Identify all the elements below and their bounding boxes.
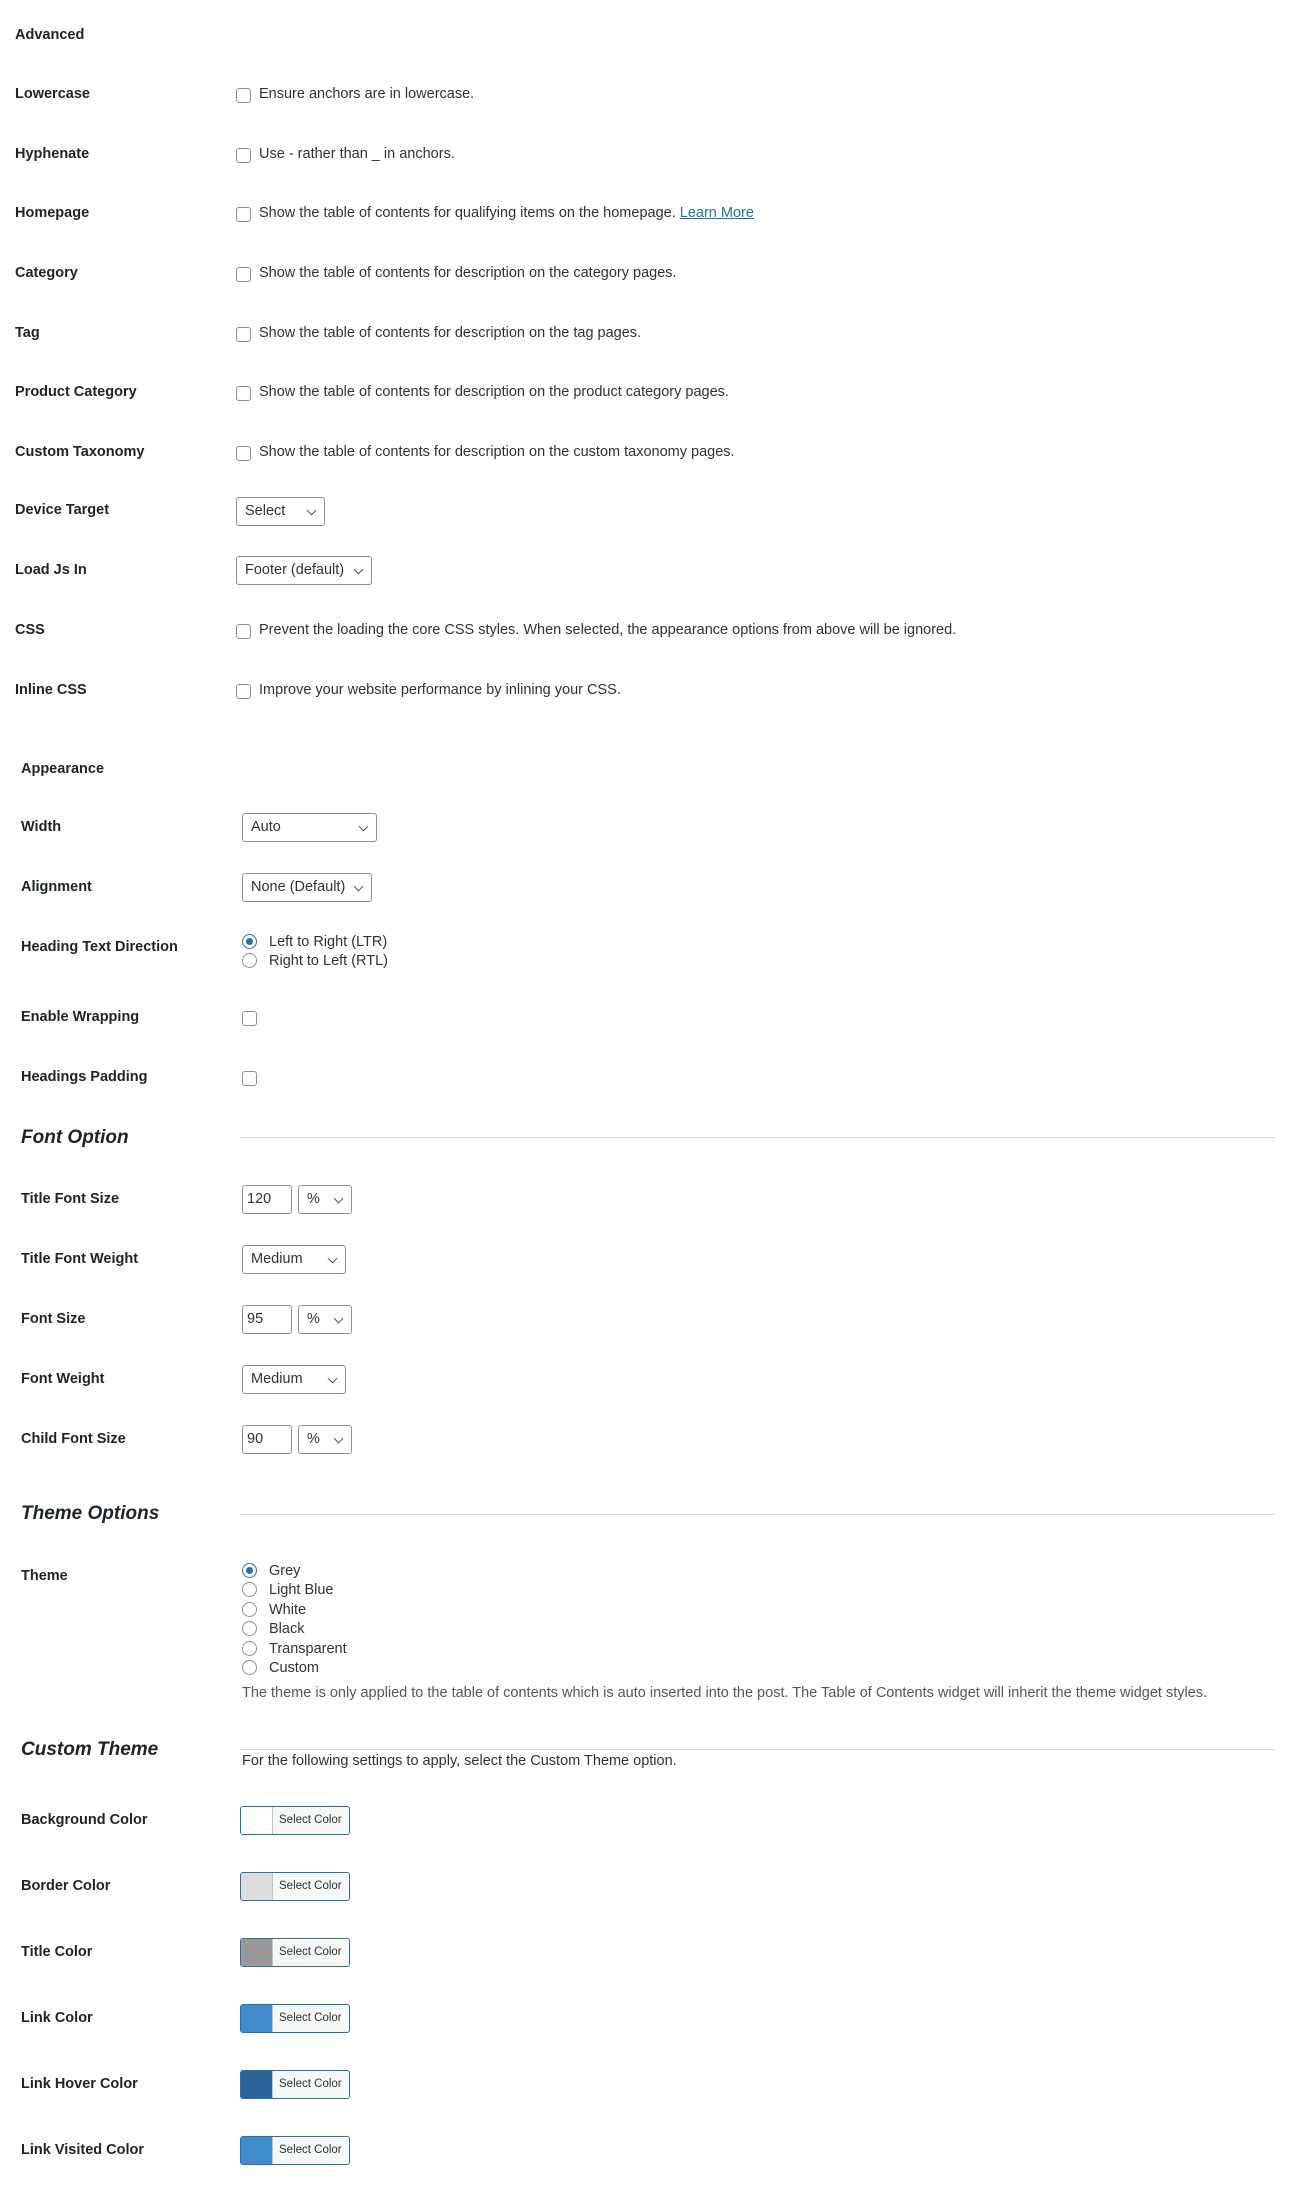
alignment-label: Alignment [21, 879, 92, 895]
category-checkbox[interactable] [236, 267, 251, 282]
theme-black-radio[interactable] [242, 1621, 257, 1636]
direction-rtl-label: Right to Left (RTL) [269, 953, 389, 969]
device-target-value: Select [245, 503, 286, 519]
width-label: Width [21, 819, 62, 835]
enable-wrapping-label: Enable Wrapping [21, 1009, 140, 1025]
direction-ltr-radio[interactable] [242, 934, 257, 949]
child-font-size-unit-select[interactable] [298, 1425, 352, 1454]
device-target-label: Device Target [15, 502, 110, 518]
theme-grey-radio[interactable] [242, 1563, 257, 1578]
select-color-label: Select Color [279, 1880, 342, 1892]
background-color-button[interactable] [240, 1806, 350, 1835]
width-select[interactable] [242, 813, 377, 842]
font-option-divider [240, 1137, 1275, 1138]
chevron-down-icon [334, 1194, 344, 1204]
inline-css-label: Inline CSS [15, 682, 87, 698]
chevron-down-icon [334, 1434, 344, 1444]
title-font-size-unit-select[interactable] [298, 1185, 352, 1214]
link-color-button[interactable] [240, 2004, 350, 2033]
lowercase-checkbox[interactable] [236, 88, 251, 103]
device-target-select[interactable] [236, 497, 325, 526]
theme-custom-radio[interactable] [242, 1660, 257, 1675]
tag-description: Show the table of contents for description on the tag pages. [259, 325, 642, 341]
direction-rtl-radio[interactable] [242, 953, 257, 968]
title-font-size-label: Title Font Size [21, 1191, 120, 1207]
chevron-down-icon [328, 1254, 338, 1264]
alignment-select[interactable] [242, 873, 372, 902]
chevron-down-icon [354, 882, 364, 892]
color-swatch [241, 1807, 273, 1834]
select-color-label: Select Color [279, 2012, 342, 2024]
category-description: Show the table of contents for description on the category pages. [259, 265, 677, 281]
css-label: CSS [15, 622, 45, 638]
heading-direction-label: Heading Text Direction [21, 939, 178, 955]
homepage-description-text: Show the table of contents for qualifying items on the homepage. [259, 205, 676, 221]
font-option-title: Font Option [21, 1127, 129, 1148]
select-color-label: Select Color [279, 2144, 342, 2156]
child-font-size-input[interactable]: 90 [242, 1425, 292, 1454]
headings-padding-checkbox[interactable] [242, 1071, 257, 1086]
direction-ltr-label: Left to Right (LTR) [269, 934, 388, 950]
select-color-label: Select Color [279, 1946, 342, 1958]
theme-grey-label: Grey [269, 1563, 301, 1579]
hyphenate-description: Use - rather than _ in anchors. [259, 146, 455, 162]
font-size-input[interactable]: 95 [242, 1305, 292, 1334]
product-category-label: Product Category [15, 384, 137, 400]
link-color-label: Link Color [21, 2010, 93, 2026]
hyphenate-label: Hyphenate [15, 146, 90, 162]
font-size-unit: % [307, 1311, 320, 1327]
title-font-weight-value: Medium [251, 1251, 303, 1267]
homepage-description [259, 205, 754, 221]
css-checkbox[interactable] [236, 624, 251, 639]
product-category-description: Show the table of contents for description on the product category pages. [259, 384, 729, 400]
theme-white-label: White [269, 1602, 307, 1618]
select-color-label: Select Color [279, 1814, 342, 1826]
chevron-down-icon [307, 506, 317, 516]
chevron-down-icon [354, 565, 364, 575]
font-size-label: Font Size [21, 1311, 86, 1327]
custom-taxonomy-description: Show the table of contents for description on the custom taxonomy pages. [259, 444, 735, 460]
color-swatch [241, 2005, 273, 2032]
appearance-section-title: Appearance [21, 761, 105, 777]
homepage-label: Homepage [15, 205, 90, 221]
chevron-down-icon [334, 1314, 344, 1324]
color-swatch [241, 2137, 273, 2164]
tag-checkbox[interactable] [236, 327, 251, 342]
headings-padding-label: Headings Padding [21, 1069, 148, 1085]
link-hover-color-button[interactable] [240, 2070, 350, 2099]
theme-transparent-radio[interactable] [242, 1641, 257, 1656]
lowercase-label: Lowercase [15, 86, 90, 102]
custom-theme-title: Custom Theme [21, 1739, 159, 1760]
color-swatch [241, 2071, 273, 2098]
custom-theme-divider [240, 1749, 1275, 1750]
enable-wrapping-checkbox[interactable] [242, 1011, 257, 1026]
theme-white-radio[interactable] [242, 1602, 257, 1617]
advanced-section-title: Advanced [15, 27, 85, 43]
title-font-size-input[interactable]: 120 [242, 1185, 292, 1214]
custom-taxonomy-checkbox[interactable] [236, 446, 251, 461]
theme-light-blue-radio[interactable] [242, 1582, 257, 1597]
theme-custom-label: Custom [269, 1660, 319, 1676]
theme-transparent-label: Transparent [269, 1641, 347, 1657]
link-visited-color-label: Link Visited Color [21, 2142, 145, 2158]
link-visited-color-button[interactable] [240, 2136, 350, 2165]
title-font-weight-select[interactable] [242, 1245, 346, 1274]
font-weight-select[interactable] [242, 1365, 346, 1394]
font-size-unit-select[interactable] [298, 1305, 352, 1334]
font-weight-value: Medium [251, 1371, 303, 1387]
inline-css-checkbox[interactable] [236, 684, 251, 699]
color-swatch [241, 1939, 273, 1966]
load-js-label: Load Js In [15, 562, 87, 578]
theme-options-divider [240, 1514, 1275, 1515]
title-color-button[interactable] [240, 1938, 350, 1967]
homepage-checkbox[interactable] [236, 207, 251, 222]
theme-options-title: Theme Options [21, 1503, 160, 1524]
link-hover-color-label: Link Hover Color [21, 2076, 138, 2092]
theme-light-blue-label: Light Blue [269, 1582, 334, 1598]
category-label: Category [15, 265, 78, 281]
font-weight-label: Font Weight [21, 1371, 105, 1387]
load-js-select[interactable] [236, 556, 372, 585]
chevron-down-icon [359, 822, 369, 832]
css-description: Prevent the loading the core CSS styles. When selected, the appearance options from above will be ignored. [259, 622, 957, 638]
border-color-label: Border Color [21, 1878, 111, 1894]
product-category-checkbox[interactable] [236, 386, 251, 401]
alignment-value: None (Default) [251, 879, 346, 895]
load-js-value: Footer (default) [245, 562, 345, 578]
theme-label: Theme [21, 1568, 68, 1584]
lowercase-description: Ensure anchors are in lowercase. [259, 86, 475, 102]
title-color-label: Title Color [21, 1944, 93, 1960]
child-font-size-unit: % [307, 1431, 320, 1447]
title-font-weight-label: Title Font Weight [21, 1251, 139, 1267]
child-font-size-label: Child Font Size [21, 1431, 126, 1447]
theme-black-label: Black [269, 1621, 305, 1637]
color-swatch [241, 1873, 273, 1900]
border-color-button[interactable] [240, 1872, 350, 1901]
background-color-label: Background Color [21, 1812, 148, 1828]
width-value: Auto [251, 819, 281, 835]
chevron-down-icon [328, 1374, 338, 1384]
select-color-label: Select Color [279, 2078, 342, 2090]
custom-taxonomy-label: Custom Taxonomy [15, 444, 145, 460]
learn-more-link[interactable]: Learn More [679, 205, 754, 221]
theme-note: The theme is only applied to the table of contents which is auto inserted into the post. The Table of Contents widget will inherit the theme widget styles. [242, 1685, 1208, 1701]
tag-label: Tag [15, 325, 40, 341]
title-font-size-unit: % [307, 1191, 320, 1207]
custom-theme-note: For the following settings to apply, select the Custom Theme option. [242, 1753, 677, 1769]
hyphenate-checkbox[interactable] [236, 148, 251, 163]
inline-css-description: Improve your website performance by inlining your CSS. [259, 682, 621, 698]
